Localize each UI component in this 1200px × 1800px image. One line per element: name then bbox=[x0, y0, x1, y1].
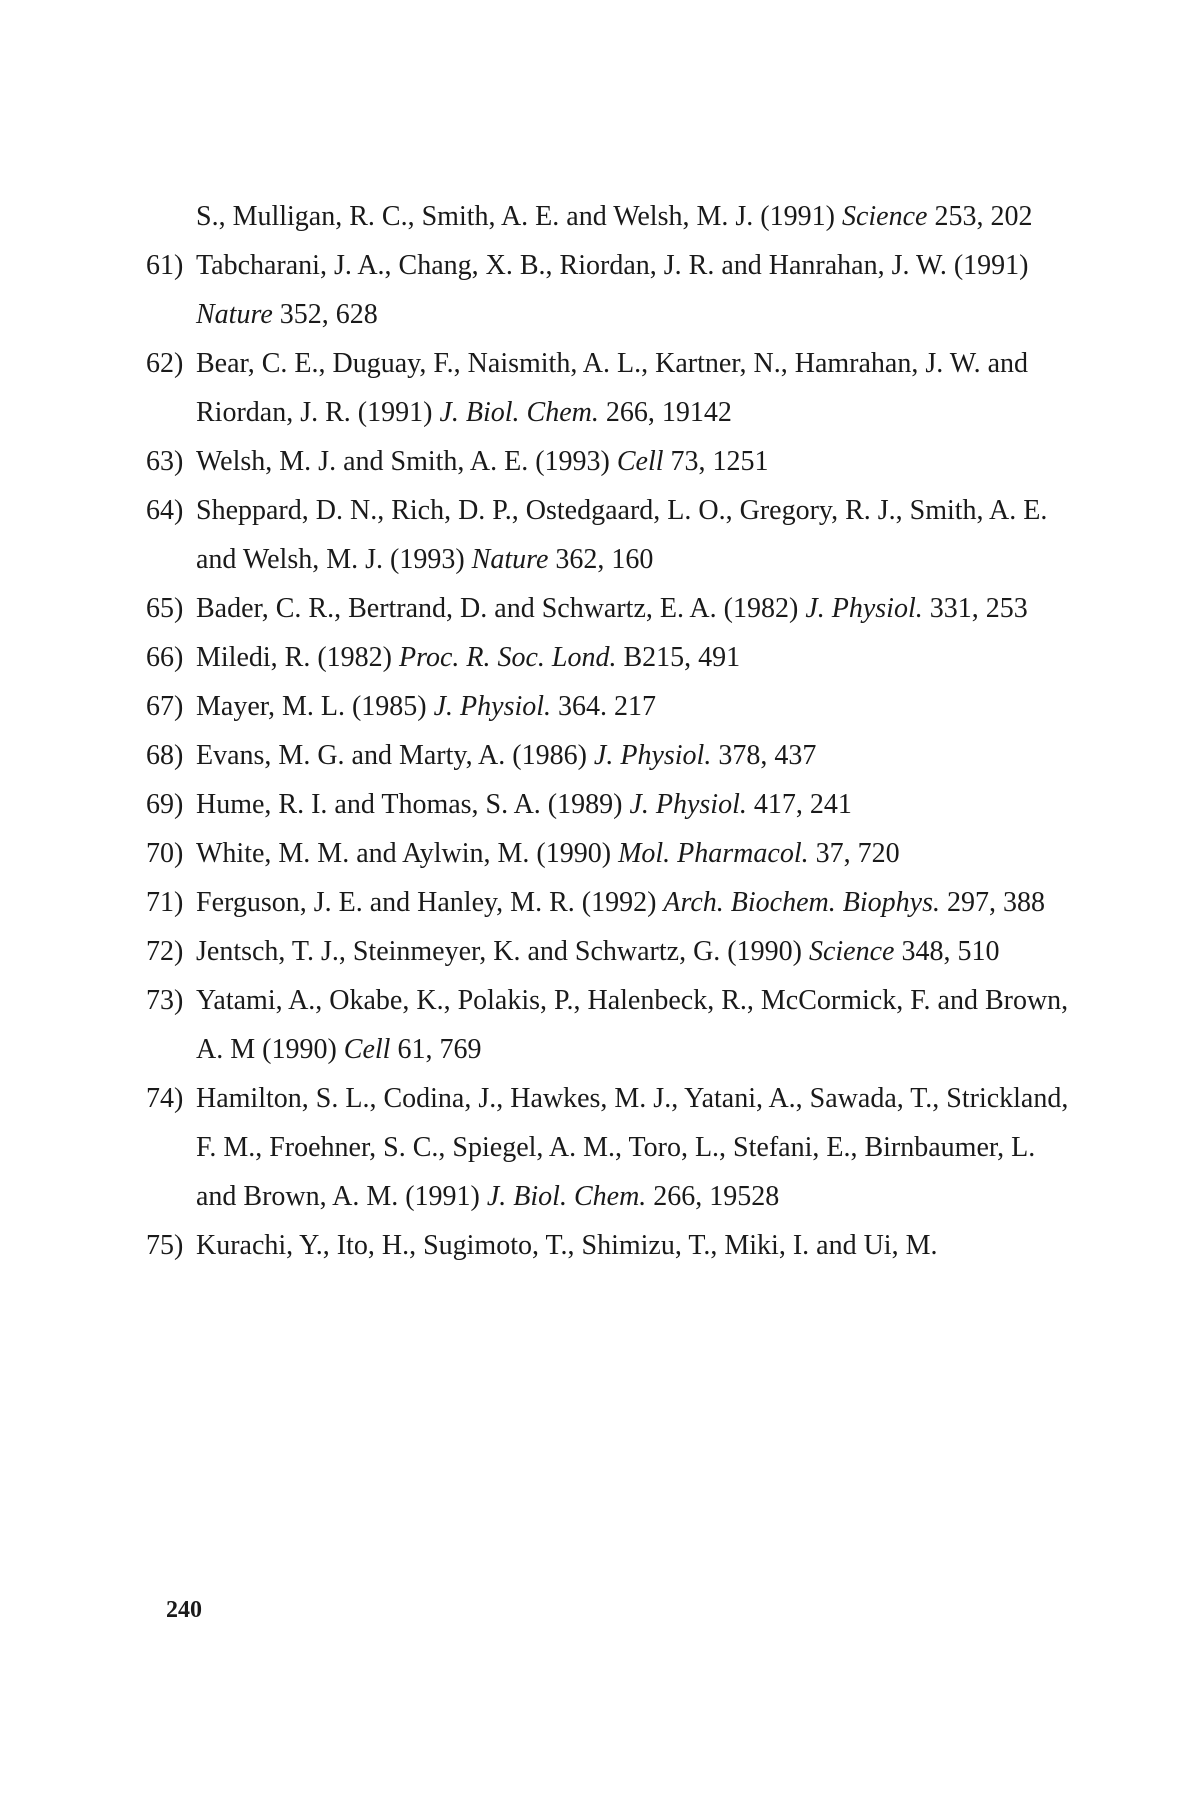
reference-text bbox=[196, 780, 1076, 829]
reference-segment: 253, 202 bbox=[927, 201, 1033, 232]
reference-number: 73) bbox=[146, 985, 184, 1016]
reference-number: 72) bbox=[146, 936, 184, 967]
reference-text bbox=[196, 927, 1076, 976]
journal-title: Science bbox=[841, 201, 928, 232]
reference-item bbox=[146, 878, 1076, 927]
journal-title: J. Physiol. bbox=[433, 691, 552, 722]
reference-segment: 73, 1251 bbox=[663, 446, 769, 477]
reference-segment: 331, 253 bbox=[922, 593, 1028, 624]
reference-text bbox=[196, 437, 1076, 486]
reference-item bbox=[196, 192, 1076, 241]
reference-segment: 362, 160 bbox=[548, 544, 654, 575]
reference-item bbox=[146, 486, 1076, 584]
reference-segment: 352, 628 bbox=[272, 299, 378, 330]
page-number: 240 bbox=[166, 1597, 202, 1623]
journal-title: Cell bbox=[343, 1034, 391, 1065]
reference-segment: Jentsch, T. J., Steinmeyer, K. and Schwartz, G. (1990) bbox=[196, 936, 809, 967]
reference-text bbox=[196, 976, 1076, 1074]
reference-segment: White, M. M. and Aylwin, M. (1990) bbox=[196, 838, 619, 869]
journal-title: J. Biol. Chem. bbox=[439, 397, 599, 428]
reference-number: 63) bbox=[146, 446, 184, 477]
reference-number: 75) bbox=[146, 1230, 184, 1261]
reference-item bbox=[146, 731, 1076, 780]
reference-item bbox=[146, 584, 1076, 633]
reference-number: 69) bbox=[146, 789, 184, 820]
reference-segment: 266, 19528 bbox=[646, 1181, 780, 1212]
reference-segment: 61, 769 bbox=[390, 1034, 482, 1065]
journal-title: Nature bbox=[471, 544, 549, 575]
reference-number: 74) bbox=[146, 1083, 184, 1114]
reference-text bbox=[196, 339, 1076, 437]
journal-title: Proc. R. Soc. Lond. bbox=[399, 642, 617, 673]
reference-item bbox=[146, 829, 1076, 878]
reference-segment: Sheppard, D. N., Rich, D. P., Ostedgaard, L. O., Gregory, R. J., Smith, A. E. and Welsh, M. J. (1993) bbox=[196, 495, 1048, 575]
reference-text bbox=[196, 1074, 1076, 1221]
journal-title: Cell bbox=[616, 446, 664, 477]
reference-segment: Hamilton, S. L., Codina, J., Hawkes, M. J., Yatani, A., Sawada, T., Strickland, F. M., Froehner, S. C., Spiegel, A. M., Toro, L., Stefani, E., Birnbaumer, L. and Brown, A. M. (1991) bbox=[196, 1083, 1069, 1212]
reference-number: 67) bbox=[146, 691, 184, 722]
reference-item bbox=[146, 633, 1076, 682]
reference-list bbox=[146, 192, 1076, 1270]
reference-text bbox=[196, 192, 1076, 241]
reference-item bbox=[146, 241, 1076, 339]
reference-text bbox=[196, 486, 1076, 584]
reference-text bbox=[196, 1221, 1076, 1270]
journal-title: J. Physiol. bbox=[805, 593, 923, 624]
reference-number: 61) bbox=[146, 250, 184, 281]
reference-segment: 266, 19142 bbox=[598, 397, 732, 428]
reference-segment: 417, 241 bbox=[746, 789, 852, 820]
reference-text bbox=[196, 633, 1076, 682]
reference-number: 66) bbox=[146, 642, 184, 673]
reference-segment: Evans, M. G. and Marty, A. (1986) bbox=[196, 740, 594, 771]
reference-segment: 348, 510 bbox=[894, 936, 1000, 967]
reference-segment: Bader, C. R., Bertrand, D. and Schwartz, E. A. (1982) bbox=[196, 593, 806, 624]
journal-title: J. Physiol. bbox=[629, 789, 747, 820]
reference-text bbox=[196, 829, 1076, 878]
reference-text bbox=[196, 682, 1076, 731]
reference-segment: 297, 388 bbox=[939, 887, 1045, 918]
reference-segment: Bear, C. E., Duguay, F., Naismith, A. L., Kartner, N., Hamrahan, J. W. and Riordan, J. R. (1991) bbox=[196, 348, 1029, 428]
reference-segment: Yatami, A., Okabe, K., Polakis, P., Halenbeck, R., McCormick, F. and Brown, A. M (1990) bbox=[196, 985, 1069, 1065]
reference-text bbox=[196, 241, 1076, 339]
reference-segment: 364. 217 bbox=[551, 691, 657, 722]
reference-item bbox=[146, 1221, 1076, 1270]
reference-item bbox=[146, 927, 1076, 976]
reference-number: 62) bbox=[146, 348, 184, 379]
reference-segment: 378, 437 bbox=[711, 740, 817, 771]
reference-segment: B215, 491 bbox=[616, 642, 741, 673]
journal-title: J. Physiol. bbox=[593, 740, 712, 771]
reference-segment: Ferguson, J. E. and Hanley, M. R. (1992) bbox=[196, 887, 664, 918]
reference-item bbox=[146, 339, 1076, 437]
reference-segment: Mayer, M. L. (1985) bbox=[196, 691, 434, 722]
reference-text bbox=[196, 878, 1076, 927]
reference-number: 70) bbox=[146, 838, 184, 869]
reference-segment: Hume, R. I. and Thomas, S. A. (1989) bbox=[196, 789, 630, 820]
reference-item bbox=[146, 976, 1076, 1074]
reference-segment: Tabcharani, J. A., Chang, X. B., Riordan, J. R. and Hanrahan, J. W. (1991) bbox=[196, 250, 1029, 281]
reference-item bbox=[146, 437, 1076, 486]
reference-number: 65) bbox=[146, 593, 184, 624]
reference-segment: Kurachi, Y., Ito, H., Sugimoto, T., Shimizu, T., Miki, I. and Ui, M. bbox=[196, 1230, 938, 1261]
reference-number: 68) bbox=[146, 740, 184, 771]
reference-text bbox=[196, 584, 1076, 633]
reference-text bbox=[196, 731, 1076, 780]
journal-title: J. Biol. Chem. bbox=[486, 1181, 647, 1212]
reference-number: 71) bbox=[146, 887, 184, 918]
reference-segment: Miledi, R. (1982) bbox=[196, 642, 399, 673]
journal-title: Mol. Pharmacol. bbox=[618, 838, 809, 869]
reference-number: 64) bbox=[146, 495, 184, 526]
reference-item bbox=[146, 1074, 1076, 1221]
reference-item bbox=[146, 780, 1076, 829]
reference-segment: S., Mulligan, R. C., Smith, A. E. and Welsh, M. J. (1991) bbox=[196, 201, 842, 232]
journal-title: Nature bbox=[196, 299, 273, 330]
journal-title: Science bbox=[808, 936, 895, 967]
reference-segment: Welsh, M. J. and Smith, A. E. (1993) bbox=[196, 446, 617, 477]
reference-segment: 37, 720 bbox=[808, 838, 900, 869]
journal-title: Arch. Biochem. Biophys. bbox=[663, 887, 940, 918]
reference-item bbox=[146, 682, 1076, 731]
